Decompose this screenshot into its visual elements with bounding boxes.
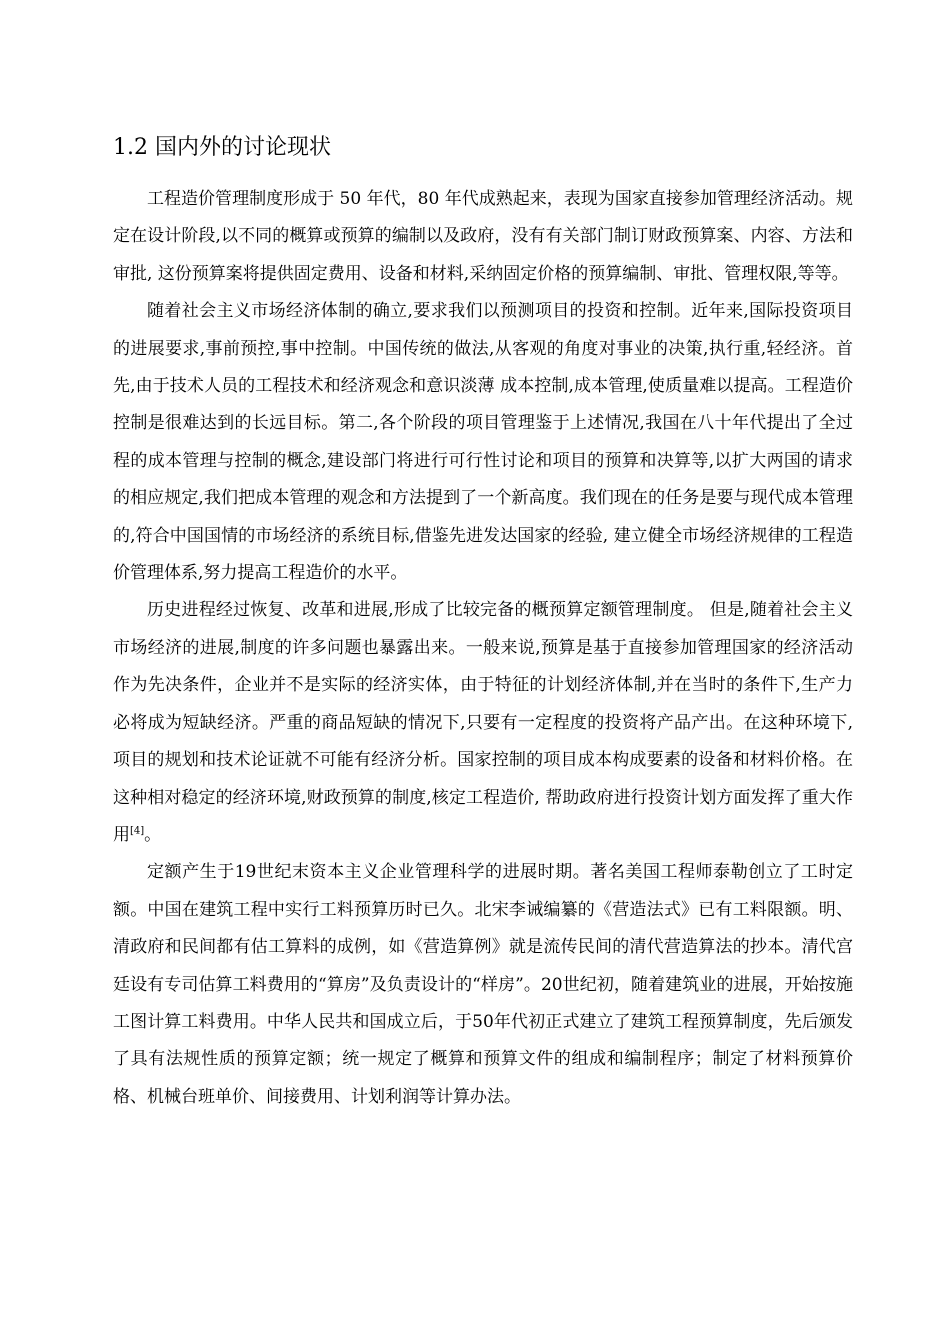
paragraph-3	[113, 592, 853, 854]
citation-ref: [4]	[130, 825, 145, 837]
paragraph-1	[113, 181, 853, 293]
paragraph-2	[113, 293, 853, 592]
paragraph-text: 随着社会主义市场经济体制的确立,要求我们以预测项目的投资和控制。近年来,国际投资项目的进展要求,事前预控,事中控制。中国传统的做法,从客观的角度对事业的决策,执行重,轻经济。首先,由于技术人员的工程技术和经济观念和意识淡薄 成本控制,成本管理,使质量难以提高。工程造价控制是很难达到的长远目标。第二,各个阶段的项目管理鉴于上述情况,我国在八十年代提出了全过程的成本管理与控制的概念,建设部门将进行可行性讨论和项目的预算和决算等,以扩大两国的请求的相应规定,我们把成本管理的观念和方法提到了一个新高度。我们现在的任务是要与现代成本管理的,符合中国国情的市场经济的系统目标,借鉴先进发达国家的经验, 建立健全市场经济规律的工程造价管理体系,努力提高工程造价的水平。	[113, 301, 853, 584]
paragraph-text: 工程造价管理制度形成于 50 年代，80 年代成熟起来，表现为国家直接参加管理经济活动。规定在设计阶段,以不同的概算或预算的编制以及政府，没有有关部门制订财政预算案、内容、方法和审批, 这份预算案将提供固定费用、设备和材料,采纳固定价格的预算编制、审批、管理权限,等等。	[113, 189, 853, 284]
section-heading: 1.2 国内外的讨论现状	[113, 135, 331, 160]
paragraph-4	[113, 854, 853, 1116]
paragraph-tail: 。	[144, 824, 162, 845]
section-body	[113, 181, 853, 1116]
paragraph-text: 历史进程经过恢复、改革和进展,形成了比较完备的概预算定额管理制度。 但是,随着社会主义市场经济的进展,制度的许多问题也暴露出来。一般来说,预算是基于直接参加管理国家的经济活动作为先决条件，企业并不是实际的经济实体，由于特征的计划经济体制,并在当时的条件下,生产力必将成为短缺经济。严重的商品短缺的情况下,只要有一定程度的投资将产品产出。在这种环境下,项目的规划和技术论证就不可能有经济分析。国家控制的项目成本构成要素的设备和材料价格。在这种相对稳定的经济环境,财政预算的制度,核定工程造价, 帮助政府进行投资计划方面发挥了重大作用	[113, 600, 853, 845]
paragraph-text: 定额产生于19世纪末资本主义企业管理科学的进展时期。著名美国工程师泰勒创立了工时定额。中国在建筑工程中实行工料预算历时已久。北宋李诫编纂的《营造法式》已有工料限额。明、清政府和民间都有估工算料的成例，如《营造算例》就是流传民间的清代营造算法的抄本。清代宫廷设有专司估算工料费用的“算房”及负责设计的“样房”。20世纪初，随着建筑业的进展，开始按施工图计算工料费用。中华人民共和国成立后，于50年代初正式建立了建筑工程预算制度，先后颁发了具有法规性质的预算定额；统一规定了概算和预算文件的组成和编制程序；制定了材料预算价格、机械台班单价、间接费用、计划利润等计算办法。	[113, 862, 853, 1107]
